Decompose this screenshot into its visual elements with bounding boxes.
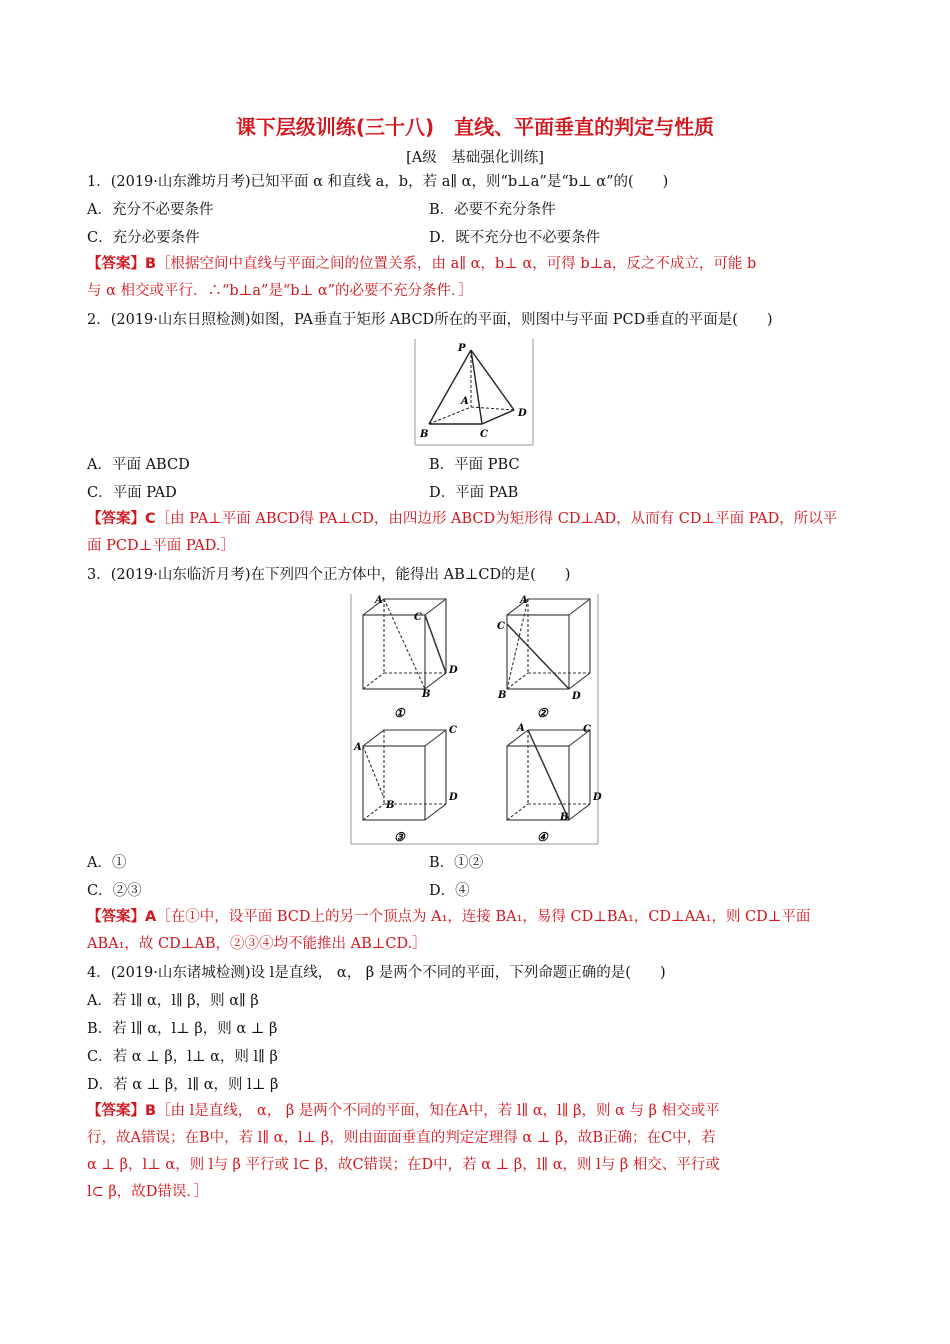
vertex-label: A [461, 396, 469, 407]
vertex-label: D [572, 691, 581, 702]
figure-caption: ② [537, 706, 548, 720]
answer-line: 行，故A错误；在B中，若 l∥ α，l⊥ β，则由面面垂直的判定定理得 α ⊥ β，故B正确；在C中，若 [87, 1130, 716, 1146]
vertex-label: C [449, 725, 457, 736]
vertex-label: B [386, 800, 395, 811]
question-4-stem: 4．(2019·山东诸城检测)设 l是直线， α， β 是两个不同的平面，下列命题正确的是( ) [87, 965, 666, 981]
answer-line: 面 PCD⊥平面 PAD.］ [87, 538, 235, 554]
vertex-label: C [583, 724, 591, 735]
question-3-option-b: B．①② [429, 855, 484, 871]
question-4-option-d: D．若 α ⊥ β，l∥ α，则 l⊥ β [87, 1077, 279, 1093]
question-1-option-d: D．既不充分也不必要条件 [429, 230, 601, 246]
answer-line: ［由 l是直线， α， β 是两个不同的平面，知在A中，若 l∥ α，l∥ β，则 α 与 β 相交或平 [156, 1103, 720, 1119]
answer-tag: 【答案】B [87, 256, 157, 272]
question-4-option-c: C．若 α ⊥ β，l⊥ α，则 l∥ β [87, 1049, 278, 1065]
question-4-option-b: B．若 l∥ α，l⊥ β，则 α ⊥ β [87, 1021, 278, 1037]
vertex-label: C [480, 429, 488, 440]
answer-tag: 【答案】B [87, 1103, 157, 1119]
answer-line: ［根据空间中直线与平面之间的位置关系，由 a∥ α，b⊥ α，可得 b⊥a，反之不成立，可能 b [156, 256, 757, 272]
vertex-label: B [420, 429, 429, 440]
vertex-label: D [593, 792, 602, 803]
page-title: 课下层级训练(三十八) 直线、平面垂直的判定与性质 [235, 115, 715, 139]
question-1-option-c: C．充分必要条件 [87, 230, 200, 246]
question-4-option-a: A．若 l∥ α，l∥ β，则 α∥ β [87, 993, 259, 1009]
vertex-label: P [458, 343, 466, 354]
answer-line: 与 α 相交或平行．∴“b⊥a”是“b⊥ α”的必要不充分条件．］ [87, 283, 473, 299]
question-1-option-b: B．必要不充分条件 [429, 202, 556, 218]
question-2-stem: 2．(2019·山东日照检测)如图，PA垂直于矩形 ABCD所在的平面，则图中与平面 PCD垂直的平面是( ) [87, 312, 773, 328]
vertex-label: A [354, 742, 362, 753]
vertex-label: B [498, 690, 507, 701]
answer-tag: 【答案】C [87, 511, 156, 527]
question-3-answer [87, 904, 867, 958]
vertex-label: D [518, 408, 527, 419]
vertex-label: A [375, 595, 383, 606]
pyramid-figure [414, 338, 534, 446]
vertex-label: B [422, 689, 431, 700]
question-3-option-c: C．②③ [87, 883, 142, 899]
question-2-answer [87, 506, 867, 560]
vertex-label: D [449, 665, 458, 676]
question-2-option-d: D．平面 PAB [429, 485, 519, 501]
question-3-stem: 3．(2019·山东临沂月考)在下列四个正方体中，能得出 AB⊥CD的是( ) [87, 567, 571, 583]
figure-caption: ③ [394, 830, 405, 844]
question-2-option-a: A．平面 ABCD [87, 457, 190, 473]
vertex-label: A [520, 595, 528, 606]
question-3-option-a: A．① [87, 855, 127, 871]
answer-line: l⊂ β，故D错误．］ [87, 1184, 209, 1200]
answer-tag: 【答案】A [87, 909, 157, 925]
vertex-label: B [560, 812, 569, 823]
answer-line: ABA₁，故 CD⊥AB，②③④均不能推出 AB⊥CD.］ [87, 936, 427, 952]
question-2-option-b: B．平面 PBC [429, 457, 520, 473]
answer-line: ［在①中，设平面 BCD上的另一个顶点为 A₁，连接 BA₁，易得 CD⊥BA₁，CD⊥AA₁，则 CD⊥平面 [156, 909, 811, 925]
vertex-label: C [414, 612, 422, 623]
question-3-option-d: D．④ [429, 883, 470, 899]
vertex-label: A [517, 723, 525, 734]
question-1-stem: 1．(2019·山东潍坊月考)已知平面 α 和直线 a，b，若 a∥ α，则“b⊥a”是“b⊥ α”的( ) [87, 174, 669, 190]
answer-line: ［由 PA⊥平面 ABCD得 PA⊥CD，由四边形 ABCD为矩形得 CD⊥AD，从而有 CD⊥平面 PAD，所以平 [155, 511, 838, 527]
figure-caption: ① [394, 706, 405, 720]
answer-line: α ⊥ β，l⊥ α，则 l与 β 平行或 l⊂ β，故C错误；在D中，若 α ⊥ β，l∥ α，则 l与 β 相交、平行或 [87, 1157, 720, 1173]
section-subtitle: [A级 基础强化训练] [406, 150, 544, 166]
cubes-figure [350, 593, 600, 845]
question-1-option-a: A．充分不必要条件 [87, 202, 214, 218]
figure-caption: ④ [537, 830, 548, 844]
question-2-option-c: C．平面 PAD [87, 485, 177, 501]
question-4-answer [87, 1098, 867, 1206]
vertex-label: C [497, 621, 505, 632]
question-1-answer [87, 251, 867, 305]
vertex-label: D [449, 792, 458, 803]
